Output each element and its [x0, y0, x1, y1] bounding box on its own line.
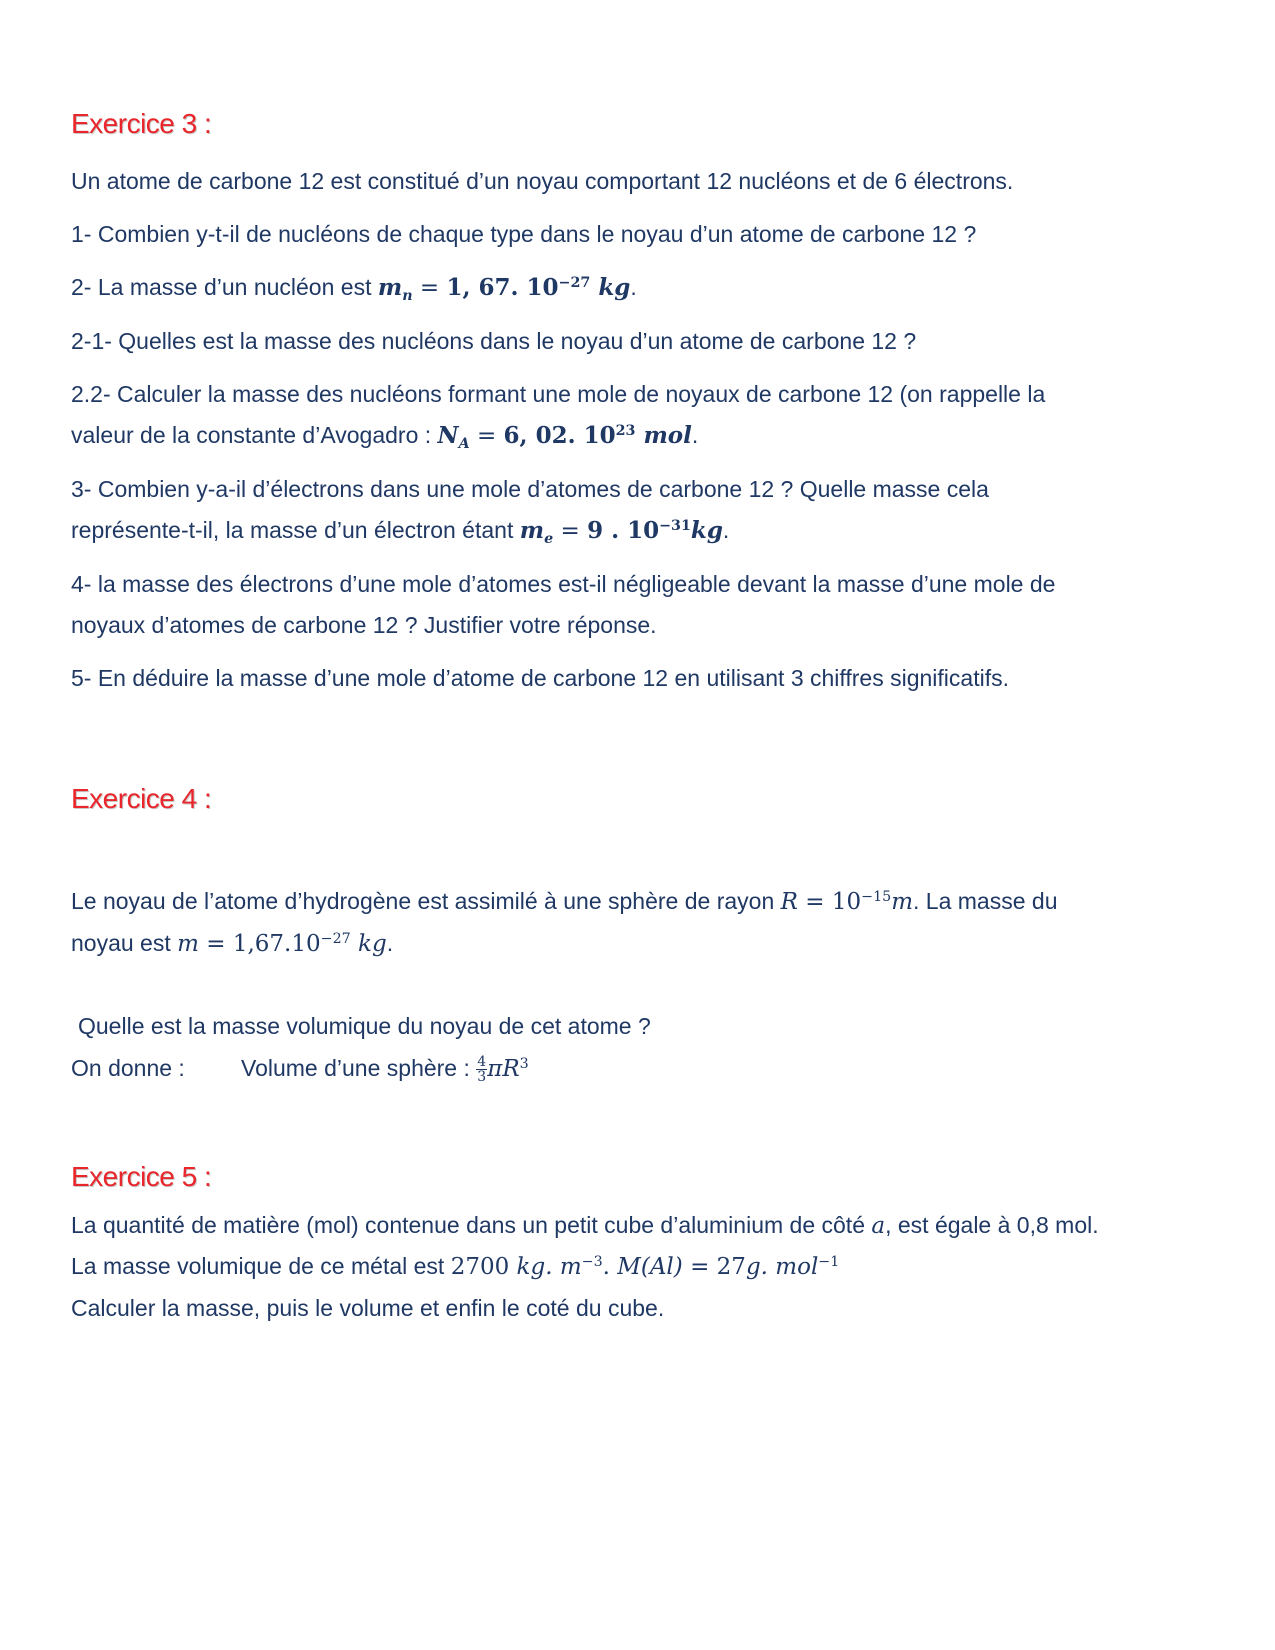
- exercise-3-question-2-2-line-2: [71, 422, 699, 452]
- exercise-3-question-3-line-1: 3- Combien y-a-il d’électrons dans une mole d’atomes de carbone 12 ? Quelle masse cela: [71, 476, 989, 502]
- exercise-3-question-4-line-1: 4- la masse des électrons d’une mole d’atomes est-il négligeable devant la masse d’une mole de: [71, 571, 1056, 597]
- nucleon-mass-formula: $m_n = 1$, 67. $10^{-27}$ kg.: [377, 274, 637, 304]
- exercise-4-line-1: Le noyau de l’atome d’hydrogène est assimilé à une sphère de rayon $R = 10^{-15}m$. La masse du: [71, 888, 1058, 915]
- exercise-3-question-4-line-2: noyaux d’atomes de carbone 12 ? Justifier votre réponse.: [71, 612, 657, 638]
- question-3-text: représente-t-il, la masse d’un électron étant: [71, 517, 514, 543]
- exercise-5-line-1: La quantité de matière (mol) contenue dans un petit cube d’aluminium de côté a, est égale à 0,8 mol.: [71, 1212, 1099, 1239]
- electron-mass-formula: $m_e = 9$ . $10^{-31}kg$.: [519, 517, 730, 547]
- exercise-3-title: Exercice 3 :: [71, 108, 212, 139]
- exercise-4-given: [241, 1055, 529, 1084]
- sphere-volume-formula: $\frac{4}{3}$ $\pi R^3$: [477, 1054, 529, 1086]
- exercise-5-title: Exercice 5 :: [71, 1161, 212, 1192]
- exercise-4-line-2: [71, 930, 393, 957]
- exercise-3-question-2: [71, 274, 637, 304]
- sphere-volume-text: Volume d’une sphère :: [241, 1055, 470, 1081]
- exercise-4-question: Quelle est la masse volumique du noyau de cet atome ?: [78, 1013, 651, 1039]
- exercise-4-title: Exercice 4 :: [71, 783, 212, 814]
- exercise-3-question-5: 5- En déduire la masse d’une mole d’atome de carbone 12 en utilisant 3 chiffres significatifs.: [71, 665, 1009, 691]
- exercise-3-question-2-2-line-1: 2.2- Calculer la masse des nucléons formant une mole de noyaux de carbone 12 (on rappelle la: [71, 381, 1046, 407]
- exercise-3-question-1: 1- Combien y-t-il de nucléons de chaque type dans le noyau d’un atome de carbone 12 ?: [71, 221, 977, 247]
- radius-formula: $R = 10^{-15}m$: [780, 889, 914, 915]
- hydrogen-mass-formula: $m = 1,67.10^{-27}$ kg.: [177, 930, 394, 957]
- question-2-2-text: valeur de la constante d’Avogadro :: [71, 422, 432, 448]
- exercise-3-intro: Un atome de carbone 12 est constitué d’un noyau comportant 12 nucléons et de 6 électrons.: [71, 168, 1014, 194]
- exercise-3-question-2-1: 2-1- Quelles est la masse des nucléons dans le noyau d’un atome de carbone 12 ?: [71, 328, 917, 354]
- density-formula: 2700 kg. $m^{-3}$. M(Al) = 27g. mol$^{-1}$: [450, 1254, 840, 1280]
- exercise-4-line-2-text: noyau est: [71, 930, 171, 956]
- avogadro-formula: $N_A = 6$, 02. $10^{23}$ mol.: [437, 422, 699, 452]
- exercise-5-line-2: [71, 1253, 839, 1280]
- exercise-4-line-1-text: Le noyau de l’atome d’hydrogène est assimilé à une sphère de rayon: [71, 888, 775, 914]
- question-2-text: 2- La masse d’un nucléon est: [71, 274, 372, 300]
- exercise-3-question-3-line-2: [71, 517, 730, 547]
- exercise-4-given-label: On donne :: [71, 1055, 185, 1081]
- side-variable: a: [871, 1213, 886, 1239]
- exercise-5-line-2-text: La masse volumique de ce métal est: [71, 1253, 445, 1279]
- exercise-5-line-1-text: La quantité de matière (mol) contenue dans un petit cube d’aluminium de côté: [71, 1212, 865, 1238]
- exercise-5-line-3: Calculer la masse, puis le volume et enfin le coté du cube.: [71, 1295, 665, 1321]
